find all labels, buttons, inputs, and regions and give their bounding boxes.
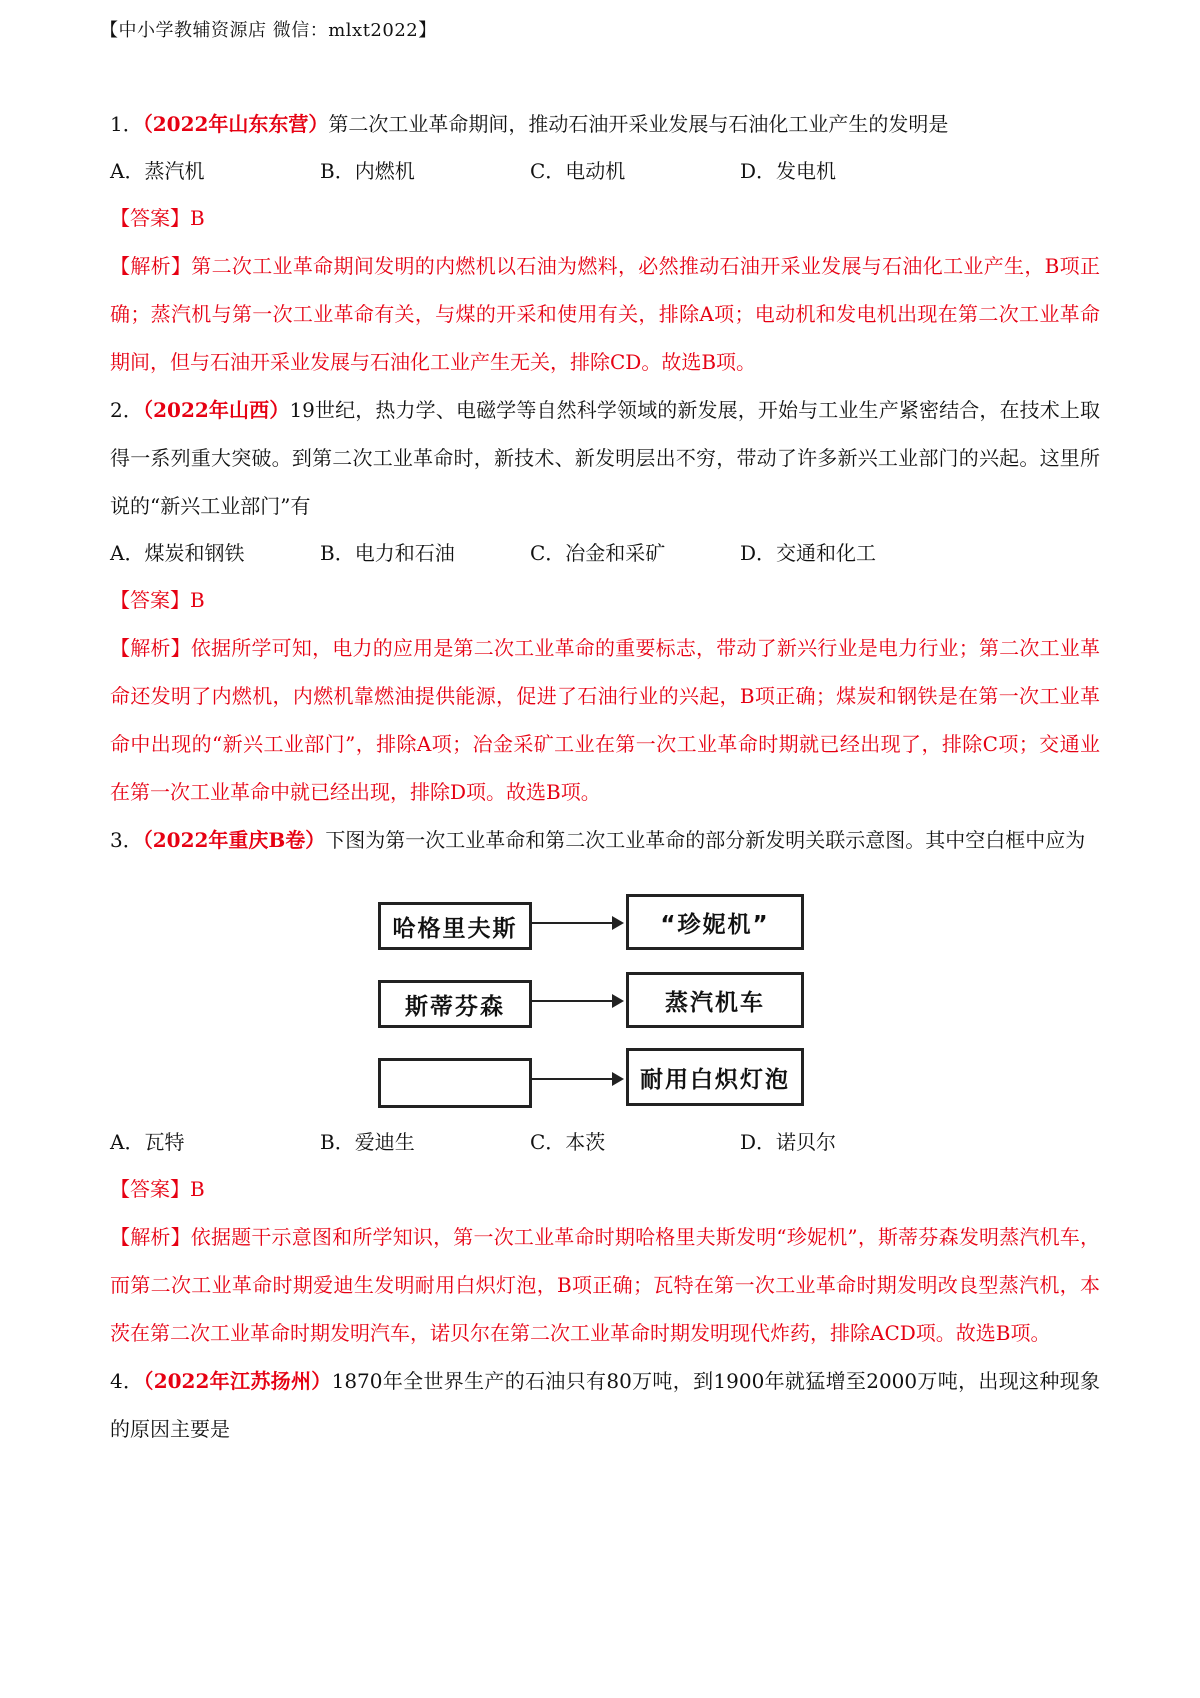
question-source: （2022年江苏扬州）: [143, 1369, 332, 1393]
page-header: 【中小学教辅资源店 微信：mlxt2022】: [100, 20, 437, 41]
question-text: 19世纪，热力学、电磁学等自然科学领域的新发展，开始与工业生产紧密结合，在技术上取得一系列重大突破。到第二次工业革命时，新技术、新发明层出不穷，带动了许多新兴工业部门的兴起。这里所说的“新兴工业部门”有: [110, 398, 1100, 518]
question-text: 第二次工业革命期间，推动石油开采业发展与石油化工业产生的发明是: [328, 112, 949, 136]
question-stem: [110, 100, 1100, 148]
question-source: （2022年重庆B卷）: [142, 828, 326, 852]
option-d: D．交通和化工: [740, 541, 877, 565]
question-list: [110, 100, 1100, 1453]
question-3: [110, 816, 1100, 1357]
answer: 【答案】B: [110, 206, 205, 230]
option-d: D．发电机: [740, 159, 837, 183]
question-stem: [110, 386, 1100, 530]
option-c: C．本茨: [530, 1130, 606, 1154]
option-c: C．电动机: [530, 159, 626, 183]
question-text: 下图为第一次工业革命和第二次工业革命的部分新发明关联示意图。其中空白框中应为: [325, 828, 1086, 852]
option-d: D．诺贝尔: [740, 1130, 837, 1154]
answer: 【答案】B: [110, 588, 205, 612]
question-text: 1870年全世界生产的石油只有80万吨，到1900年就猛增至2000万吨，出现这种现象的原因主要是: [110, 1369, 1100, 1441]
options: [110, 148, 1100, 195]
analysis: 【解析】依据题干示意图和所学知识，第一次工业革命时期哈格里夫斯发明“珍妮机”，斯蒂芬森发明蒸汽机车，而第二次工业革命时期爱迪生发明耐用白炽灯泡，B项正确；瓦特在第一次工业革命时期发明改良型蒸汽机，本茨在第二次工业革命时期发明汽车，诺贝尔在第二次工业革命时期发明现代炸药，排除ACD项。故选B项。: [110, 1225, 1100, 1345]
question-number: 4．: [110, 1369, 144, 1393]
option-c: C．冶金和采矿: [530, 541, 666, 565]
inventor-box-1: 哈格里夫斯: [378, 902, 532, 950]
invention-box-3: 耐用白炽灯泡: [626, 1048, 804, 1106]
question-number: 3．: [110, 828, 143, 852]
invention-box-2: 蒸汽机车: [626, 972, 804, 1028]
question-1: [110, 100, 1100, 386]
question-source: （2022年山东东营）: [142, 112, 329, 136]
invention-box-1: “珍妮机”: [626, 894, 804, 950]
option-a: A．煤炭和钢铁: [110, 541, 245, 565]
option-b: B．爱迪生: [320, 1130, 415, 1154]
arrow-3: [532, 1078, 622, 1080]
arrow-2: [532, 1000, 622, 1002]
question-number: 2．: [110, 398, 143, 422]
analysis: 【解析】第二次工业革命期间发明的内燃机以石油为燃料，必然推动石油开采业发展与石油化工业产生，B项正确；蒸汽机与第一次工业革命有关，与煤的开采和使用有关，排除A项；电动机和发电机出现在第二次工业革命期间，但与石油开采业发展与石油化工业产生无关，排除CD。故选B项。: [110, 254, 1100, 374]
option-b: B．内燃机: [320, 159, 415, 183]
invention-diagram: [368, 876, 838, 1111]
inventor-box-2: 斯蒂芬森: [378, 980, 532, 1028]
question-2: [110, 386, 1100, 816]
option-a: A．蒸汽机: [110, 159, 205, 183]
options: [110, 1119, 1100, 1166]
question-stem: [110, 1357, 1100, 1453]
answer: 【答案】B: [110, 1177, 205, 1201]
arrow-1: [532, 922, 622, 924]
option-a: A．瓦特: [110, 1130, 185, 1154]
question-source: （2022年山西）: [143, 398, 290, 422]
blank-inventor-box: [378, 1058, 532, 1108]
options: [110, 530, 1100, 577]
question-number: 1．: [110, 112, 143, 136]
analysis: 【解析】依据所学可知，电力的应用是第二次工业革命的重要标志，带动了新兴行业是电力行业；第二次工业革命还发明了内燃机，内燃机靠燃油提供能源，促进了石油行业的兴起，B项正确；煤炭和钢铁是在第一次工业革命中出现的“新兴工业部门”，排除A项；冶金采矿工业在第一次工业革命时期就已经出现了，排除C项；交通业在第一次工业革命中就已经出现，排除D项。故选B项。: [110, 636, 1100, 804]
question-4: [110, 1357, 1100, 1453]
question-stem: [110, 816, 1100, 864]
option-b: B．电力和石油: [320, 541, 455, 565]
